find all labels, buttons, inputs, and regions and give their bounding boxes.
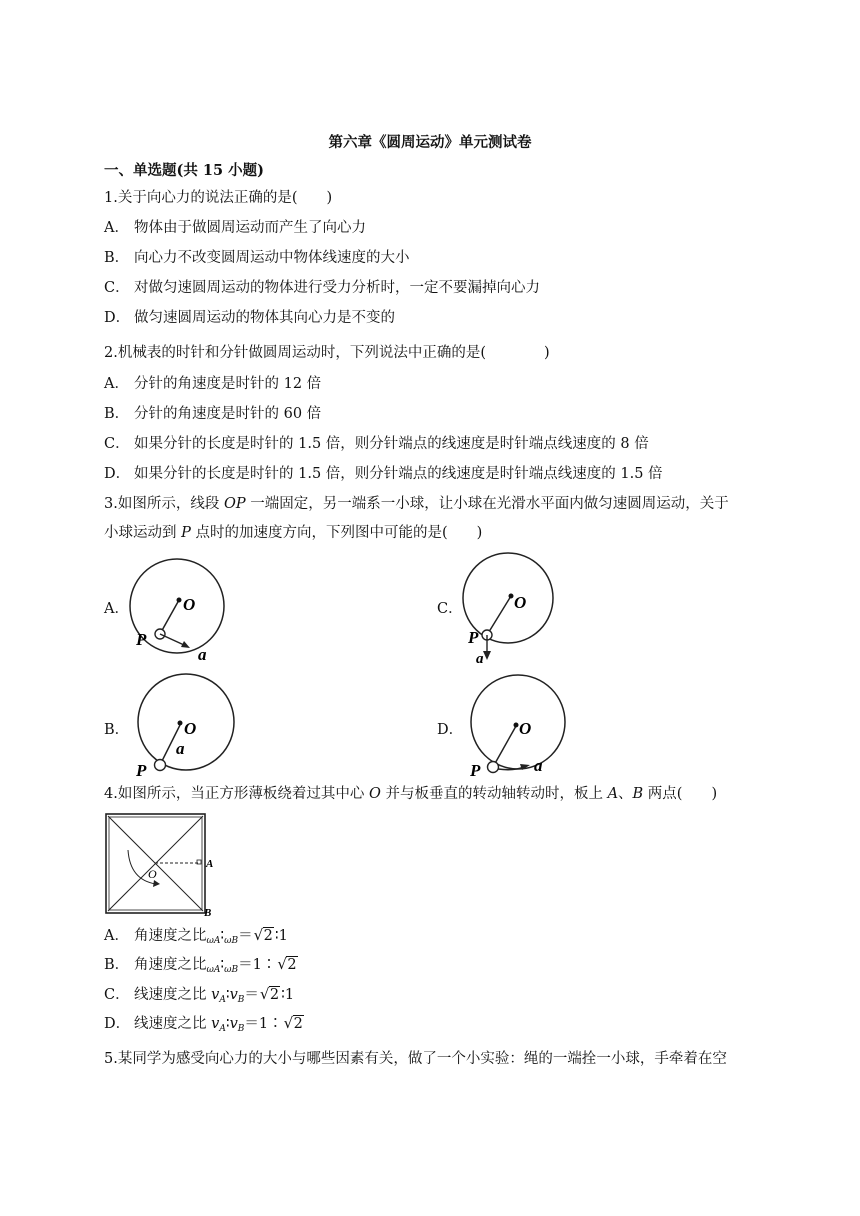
q3-choice-a-label[interactable]: A． bbox=[104, 601, 129, 617]
option-letter: B． bbox=[104, 406, 130, 422]
label-o: O bbox=[148, 867, 157, 881]
q1-option-b[interactable] bbox=[104, 248, 410, 268]
label-o: O bbox=[183, 595, 196, 614]
arrow-head bbox=[181, 641, 190, 648]
q3-choice-c-label[interactable]: C． bbox=[437, 601, 463, 617]
ball bbox=[155, 760, 166, 771]
center-dot bbox=[514, 723, 519, 728]
q3-choice-b-label[interactable]: B． bbox=[104, 722, 130, 738]
q3-choice-d-label[interactable]: D． bbox=[437, 722, 464, 738]
option-text: 向心力不改变圆周运动中物体线速度的大小 bbox=[134, 250, 410, 266]
sqrt-sign: √ 2 bbox=[284, 1014, 304, 1034]
acceleration-arrow bbox=[160, 634, 184, 645]
label-a: a bbox=[534, 756, 543, 775]
label-a: a bbox=[198, 645, 207, 664]
option-letter: A． bbox=[104, 376, 129, 392]
label-a: A bbox=[206, 858, 214, 870]
q3-figure-d[interactable] bbox=[462, 670, 574, 782]
option-text: 分针的角速度是时针的 60 倍 bbox=[134, 406, 322, 422]
q4-option-b[interactable]: B． 角速度之比$_{\omega A}∶_{\omega B}=1∶√$ 2 bbox=[104, 955, 299, 980]
option-letter: D． bbox=[104, 310, 131, 326]
option-letter: D． bbox=[104, 466, 131, 482]
center-dot bbox=[177, 598, 182, 603]
q2-stem: 2.机械表的时针和分针做圆周运动时，下列说法中正确的是( ) bbox=[104, 345, 550, 361]
q4-option-a[interactable]: A． 角速度之比$_{\omega A}∶_{\omega B}=√$ 2 ∶1 bbox=[104, 926, 288, 951]
arrow-head bbox=[483, 651, 491, 660]
ball bbox=[488, 762, 499, 773]
label-a: a bbox=[176, 739, 185, 758]
label-p: P bbox=[470, 761, 481, 780]
label-o: O bbox=[519, 719, 532, 738]
q1-option-a[interactable] bbox=[104, 218, 366, 238]
q3-figure-b[interactable] bbox=[128, 670, 240, 782]
label-b: B bbox=[204, 907, 212, 918]
q1-stem: 1.关于向心力的说法正确的是( ) bbox=[104, 190, 333, 206]
option-text: 如果分针的长度是时针的 1.5 倍，则分针端点的线速度是时针端点线速度的 1.5 倍 bbox=[134, 466, 663, 482]
option-text: 如果分针的长度是时针的 1.5 倍，则分针端点的线速度是时针端点线速度的 8 倍 bbox=[134, 436, 649, 452]
radius-line bbox=[487, 596, 511, 635]
option-text: 做匀速圆周运动的物体其向心力是不变的 bbox=[134, 310, 395, 326]
sqrt-sign: √ 2 bbox=[277, 955, 297, 975]
label-a: a bbox=[476, 651, 484, 667]
section-heading: 一、单选题(共 15 小题) bbox=[104, 162, 264, 179]
q5-stem: 5.某同学为感受向心力的大小与哪些因素有关，做了一个小实验：绳的一端拴一小球，手牵着在空 bbox=[104, 1051, 727, 1067]
center-dot bbox=[509, 594, 514, 599]
option-letter: C． bbox=[104, 436, 130, 452]
q3-figure-c[interactable] bbox=[456, 550, 566, 668]
q3-stem-line1: 3.如图所示，线段 OP 一端固定，另一端系一小球，让小球在光滑水平面内做匀速圆周运动，关于 bbox=[104, 496, 729, 512]
option-text: 物体由于做圆周运动而产生了向心力 bbox=[134, 220, 366, 236]
q2-option-a[interactable] bbox=[104, 374, 321, 394]
q3-figure-a[interactable] bbox=[122, 556, 232, 664]
option-text: 对做匀速圆周运动的物体进行受力分析时，一定不要漏掉向心力 bbox=[134, 280, 540, 296]
page-title: 第六章《圆周运动》单元测试卷 bbox=[328, 134, 532, 151]
label-p: P bbox=[136, 630, 147, 649]
label-o: O bbox=[184, 719, 197, 738]
label-p: P bbox=[136, 761, 147, 780]
q4-option-c[interactable]: C． 线速度之比 $v_A∶v_B=√$ 2 ∶1 bbox=[104, 985, 294, 1010]
q3-stem-line2: 小球运动到 P 点时的加速度方向，下列图中可能的是( ) bbox=[104, 525, 483, 541]
radius-line bbox=[160, 600, 179, 634]
orbit-circle bbox=[471, 675, 565, 769]
q2-option-c[interactable] bbox=[104, 434, 649, 454]
label-o: O bbox=[514, 593, 527, 612]
rotation-arrow-head bbox=[153, 880, 160, 887]
sqrt-sign: √ 2 bbox=[254, 926, 274, 946]
q4-stem: 4.如图所示，当正方形薄板绕着过其中心 O 并与板垂直的转动轴转动时，板上 A、B 两点( ) bbox=[104, 786, 718, 802]
q2-option-b[interactable] bbox=[104, 404, 321, 424]
q2-option-d[interactable] bbox=[104, 464, 663, 484]
center-dot bbox=[178, 721, 183, 726]
option-letter: A． bbox=[104, 220, 129, 236]
q4-square-plate-figure bbox=[104, 812, 216, 918]
radius-line bbox=[493, 726, 516, 767]
sqrt-sign: √ 2 bbox=[260, 985, 280, 1005]
option-letter: C． bbox=[104, 280, 130, 296]
q1-option-c[interactable] bbox=[104, 278, 540, 298]
q4-option-d[interactable]: D． 线速度之比 $v_A∶v_B=1∶√$ 2 bbox=[104, 1014, 305, 1039]
option-letter: B． bbox=[104, 250, 130, 266]
q1-option-d[interactable] bbox=[104, 308, 395, 328]
option-text: 分针的角速度是时针的 12 倍 bbox=[134, 376, 322, 392]
label-p: P bbox=[468, 628, 479, 647]
